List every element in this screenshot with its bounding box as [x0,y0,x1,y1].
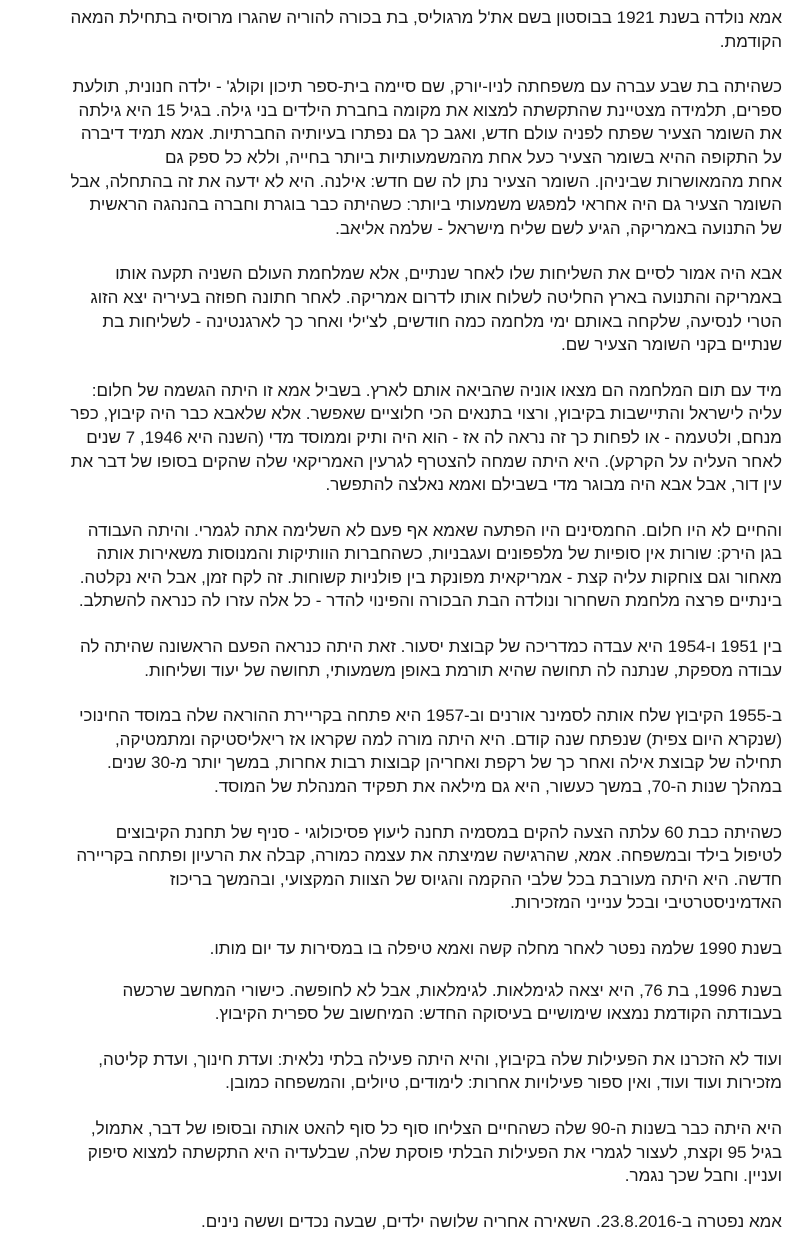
paragraph-immigration: מיד עם תום המלחמה הם מצאו אוניה שהביאה אותם לארץ. בשביל אמא זו היתה הגשמה של חלום: עליה לישראל והתיישבות בקיבוץ, ורצוי בתנאים הכי חלוציים שאפשר. אלא שלאבא כבר היה קיבוץ, כפר מנחם, ולטעמה - או לפחות כך זה נראה לה אז - הוא היה ותיק וממוסד מדי (השנה היא 1946, 7 שנים לאחר העליה על הקרקע). היא היתה שמחה להצטרף לגרעין האמריקאי שלה שהקים בסופו של דבר את עין דור, אבל אבא היה מבוגר מדי בשבילם ואמא נאלצה להתפשר. [70,380,782,495]
paragraph-mission: אבא היה אמור לסיים את השליחות שלו לאחר שנתיים, אלא שמלחמת העולם השניה תקעה אותו באמריקה והתנועה בארץ החליטה לשלוח אותו לדרום אמריקה. לאחר חתונה חפוזה בעיריה יצא הזוג הטרי לנסיעה, שלקחה באותם ימי מלחמה כמה חודשים, לצ'ילי ואחר כך לארגנטינה - לשליחות בת שנתיים בקני השומר הצעיר שם. [90,264,782,355]
paragraph-activities: ועוד לא הזכרנו את הפעילות שלה בקיבוץ, והיא היתה פעילה בלתי נלאית: ועדת חינוך, ועדת קליטה, מזכירות ועוד ועוד, ואין ספור פעילויות אחרות: לימודים, טיולים, והמשפחה כמובן. [98,1049,782,1093]
paragraph-1990: בשנת 1990 שלמה נפטר לאחר מחלה קשה ואמא טיפלה בו במסירות עד יום מותו. [209,939,782,958]
paragraph-kibbutz-life: והחיים לא היו חלום. החמסינים היו הפתעה שאמא אף פעם לא השלימה אתה לגמרי. והיתה העבודה בגן הירק: שורות אין סופיות של מלפפונים ועגבניות, כשהחברות הוותיקות והמנוסות משאירות אותה מאחור וגם צוחקות עליה קצת - אמריקאית מפונקת בין פולניות קשוחות. זה לקח זמן, אבל היא נקלטה. בינתיים פרצה מלחמת השחרור ונולדה הבת הבכורה והפינוי להדר - כל אלה עזרו לה כנראה להשתלב. [78,520,782,611]
paragraph-instructor: בין 1951 ו-1954 היא עבדה כמדריכה של קבוצת יסעור. זאת היתה כנראה הפעם הראשונה שהיתה לה עבודה מספקת, שנתנה לה תחושה שהיא תורמת באופן משמעותי, תחושה של יעוד ושליחות. [79,637,782,680]
paragraph-teaching: ב-1955 הקיבוץ שלח אותה לסמינר אורנים וב-1957 היא פתחה בקריירת ההוראה שלה במוסד החינוכי (שנקרא היום צפית) שנפתח שנה קודם. היא היתה מורה למה שקראו אז ריאליסטיקה ומתמטיקה, תחילה של קבוצת אילה ואחר כך של רקפת ואחריהן קבוצות רבות אחרות, במשך יותר מ-30 שנים. במהלך שנות ה-70, במשך כעשור, היא גם מילאה את תפקיד המנהלת של המוסד. [79,706,782,797]
paragraph-childhood: כשהיתה בת שבע עברה עם משפחתה לניו-יורק, שם סיימה בית-ספר תיכון וקולג' - ילדה חנונית, תולעת ספרים, תלמידה מצטיינת שהתקשתה למצוא את מקומה בחברת הילדים בני גילה. בגיל 15 היא גילתה את השומר הצעיר שפתח לפניה עולם חדש, ואגב כך גם נפתרו בעיותיה החברתיות. אמא תמיד דיברה על התקופה ההיא בשומר הצעיר כעל אחת מהמשמעותיות ביותר בחייה, וללא כל ספק גם אחת מהמאושרות שביניהן. השומר הצעיר נתן לה שם חדש: אילנה. היא לא ידעה את זה בהתחלה, אבל השומר הצעיר גם היה אחראי למפגש משמעותי ביותר: כשהיתה כבר בוגרת וחברה בהנהגה הראשית של התנועה באמריקה, הגיע לשם שליח מישראל - שלמה אליאב. [70,77,782,238]
paragraph-last-years: היא היתה כבר בשנות ה-90 שלה כשהחיים הצליחו סוף כל סוף להאט אותה ובסופו של דבר, אתמול, בגיל 95 וקצת, לעצור לגמרי את הפעילות הבלתי פוסקת שלה, שבלעדיה היא התקשתה למצוא סיפוק ועניין. וחבל שכך נגמר. [87,1118,782,1186]
paragraph-counseling: כשהיתה כבת 60 עלתה הצעה להקים במסמיה תחנה ליעוץ פסיכולוגי - סניף של תחנת הקיבוצים לטיפול בילד ובמשפחה. אמא, שהרגישה שמיצתה את עצמה כמורה, קבלה את הרעיון ופתחה בקריירה חדשה. היא היתה מעורבת בכל שלבי ההקמה והגיוס של הצוות המקצועי, ובהמשך בריכוז האדמיניסטרטיבי ובכל ענייני המזכירות. [76,822,782,913]
paragraph-birth: אמא נולדה בשנת 1921 בבוסטון בשם את'ל מרגוליס, בת בכורה להוריה שהגרו מרוסיה בתחילת המאה הקודמת. [70,8,782,51]
paragraph-retirement: בשנת 1996, בת 76, היא יצאה לגימלאות. לגימלאות, אבל לא לחופשה. כישורי המחשב שרכשה בעבודתה הקודמת נמצאו שימושיים בעיסוקה החדש: המיחשוב של ספרית הקיבוץ. [122,980,782,1024]
paragraph-passing: אמא נפטרה ב-23.8.2016. השאירה אחריה שלושה ילדים, שבעה נכדים וששה נינים. [201,1211,782,1231]
